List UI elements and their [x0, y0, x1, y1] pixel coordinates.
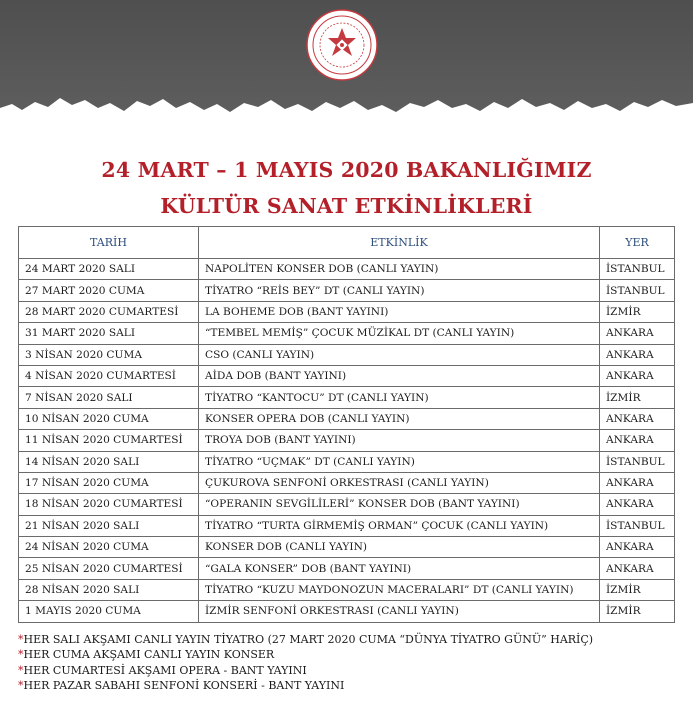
row-place: ANKARA	[600, 430, 675, 451]
table-row	[19, 537, 675, 558]
row-event: TİYATRO “KUZU MAYDONOZUN MACERALARI” DT (CANLI YAYIN)	[199, 579, 600, 600]
footnotes	[18, 632, 678, 694]
row-event: NAPOLİTEN KONSER DOB (CANLI YAYIN)	[199, 259, 600, 280]
row-place: İZMİR	[600, 601, 675, 622]
row-date: 25 NİSAN 2020 CUMARTESİ	[19, 558, 199, 579]
footnote-marker: *	[18, 663, 24, 677]
row-place: İZMİR	[600, 301, 675, 322]
row-place: İSTANBUL	[600, 515, 675, 536]
row-date: 21 NİSAN 2020 SALI	[19, 515, 199, 536]
row-date: 11 NİSAN 2020 CUMARTESİ	[19, 430, 199, 451]
row-event: TİYATRO “REİS BEY” DT (CANLI YAYIN)	[199, 280, 600, 301]
row-date: 7 NİSAN 2020 SALI	[19, 387, 199, 408]
table-row	[19, 344, 675, 365]
row-place: İSTANBUL	[600, 280, 675, 301]
table-row	[19, 408, 675, 429]
table-row	[19, 387, 675, 408]
table-row	[19, 430, 675, 451]
table-row	[19, 451, 675, 472]
row-event: ÇUKUROVA SENFONİ ORKESTRASI (CANLI YAYIN)	[199, 472, 600, 493]
row-event: “GALA KONSER” DOB (BANT YAYINI)	[199, 558, 600, 579]
row-event: CSO (CANLI YAYIN)	[199, 344, 600, 365]
footnote	[18, 632, 678, 647]
table-row	[19, 280, 675, 301]
row-date: 10 NİSAN 2020 CUMA	[19, 408, 199, 429]
footnote-text: HER CUMA AKŞAMI CANLI YAYIN KONSER	[23, 648, 275, 662]
row-place: İSTANBUL	[600, 259, 675, 280]
torn-paper-edge	[0, 86, 693, 126]
page-title	[0, 152, 693, 224]
row-place: ANKARA	[600, 323, 675, 344]
row-date: 27 MART 2020 CUMA	[19, 280, 199, 301]
table-row	[19, 579, 675, 600]
row-place: ANKARA	[600, 537, 675, 558]
column-header-place: YER	[600, 227, 675, 259]
row-place: ANKARA	[600, 344, 675, 365]
table-row	[19, 301, 675, 322]
row-date: 3 NİSAN 2020 CUMA	[19, 344, 199, 365]
row-event: TROYA DOB (BANT YAYINI)	[199, 430, 600, 451]
table-row	[19, 515, 675, 536]
table-row	[19, 472, 675, 493]
row-date: 14 NİSAN 2020 SALI	[19, 451, 199, 472]
table-row	[19, 494, 675, 515]
row-event: LA BOHEME DOB (BANT YAYINI)	[199, 301, 600, 322]
row-date: 24 MART 2020 SALI	[19, 259, 199, 280]
table-row	[19, 601, 675, 622]
footnote-text: HER CUMARTESİ AKŞAMI OPERA - BANT YAYINI	[23, 663, 307, 677]
ministry-emblem-icon	[305, 8, 379, 82]
table-row	[19, 259, 675, 280]
table-row	[19, 558, 675, 579]
table-row	[19, 365, 675, 386]
row-date: 31 MART 2020 SALI	[19, 323, 199, 344]
row-event: “TEMBEL MEMİŞ” ÇOCUK MÜZİKAL DT (CANLI YAYIN)	[199, 323, 600, 344]
row-date: 18 NİSAN 2020 CUMARTESİ	[19, 494, 199, 515]
row-place: ANKARA	[600, 494, 675, 515]
row-event: KONSER DOB (CANLI YAYIN)	[199, 537, 600, 558]
column-header-date: TARİH	[19, 227, 199, 259]
row-date: 24 NİSAN 2020 CUMA	[19, 537, 199, 558]
column-header-event: ETKİNLİK	[199, 227, 600, 259]
row-event: “OPERANIN SEVGİLİLERİ” KONSER DOB (BANT YAYINI)	[199, 494, 600, 515]
row-event: KONSER OPERA DOB (CANLI YAYIN)	[199, 408, 600, 429]
footnote-text: HER PAZAR SABAHI SENFONİ KONSERİ - BANT YAYINI	[23, 679, 345, 693]
row-place: İZMİR	[600, 579, 675, 600]
row-place: ANKARA	[600, 365, 675, 386]
row-date: 17 NİSAN 2020 CUMA	[19, 472, 199, 493]
row-place: ANKARA	[600, 558, 675, 579]
row-date: 4 NİSAN 2020 CUMARTESİ	[19, 365, 199, 386]
row-place: ANKARA	[600, 408, 675, 429]
row-event: TİYATRO “KANTOCU” DT (CANLI YAYIN)	[199, 387, 600, 408]
row-place: İZMİR	[600, 387, 675, 408]
row-date: 1 MAYIS 2020 CUMA	[19, 601, 199, 622]
row-event: TİYATRO “UÇMAK” DT (CANLI YAYIN)	[199, 451, 600, 472]
footnote	[18, 647, 678, 662]
schedule-table	[18, 226, 675, 623]
title-line-2: KÜLTÜR SANAT ETKİNLİKLERİ	[160, 194, 533, 218]
footnote-marker: *	[18, 679, 24, 693]
footnote	[18, 678, 678, 693]
row-event: TİYATRO “TURTA GİRMEMİŞ ORMAN” ÇOCUK (CANLI YAYIN)	[199, 515, 600, 536]
footnote-marker: *	[18, 648, 24, 662]
row-date: 28 MART 2020 CUMARTESİ	[19, 301, 199, 322]
row-place: İSTANBUL	[600, 451, 675, 472]
footnote-marker: *	[18, 633, 24, 646]
row-event: İZMİR SENFONİ ORKESTRASI (CANLI YAYIN)	[199, 601, 600, 622]
row-place: ANKARA	[600, 472, 675, 493]
table-header-row	[19, 227, 675, 259]
row-event: AİDA DOB (BANT YAYINI)	[199, 365, 600, 386]
row-date: 28 NİSAN 2020 SALI	[19, 579, 199, 600]
title-line-1: 24 MART – 1 MAYIS 2020 BAKANLIĞIMIZ	[101, 158, 592, 182]
table-row	[19, 323, 675, 344]
footnote-text: HER SALI AKŞAMI CANLI YAYIN TİYATRO (27 MART 2020 CUMA “DÜNYA TİYATRO GÜNÜ” HARİÇ)	[23, 633, 594, 646]
footnote	[18, 663, 678, 678]
